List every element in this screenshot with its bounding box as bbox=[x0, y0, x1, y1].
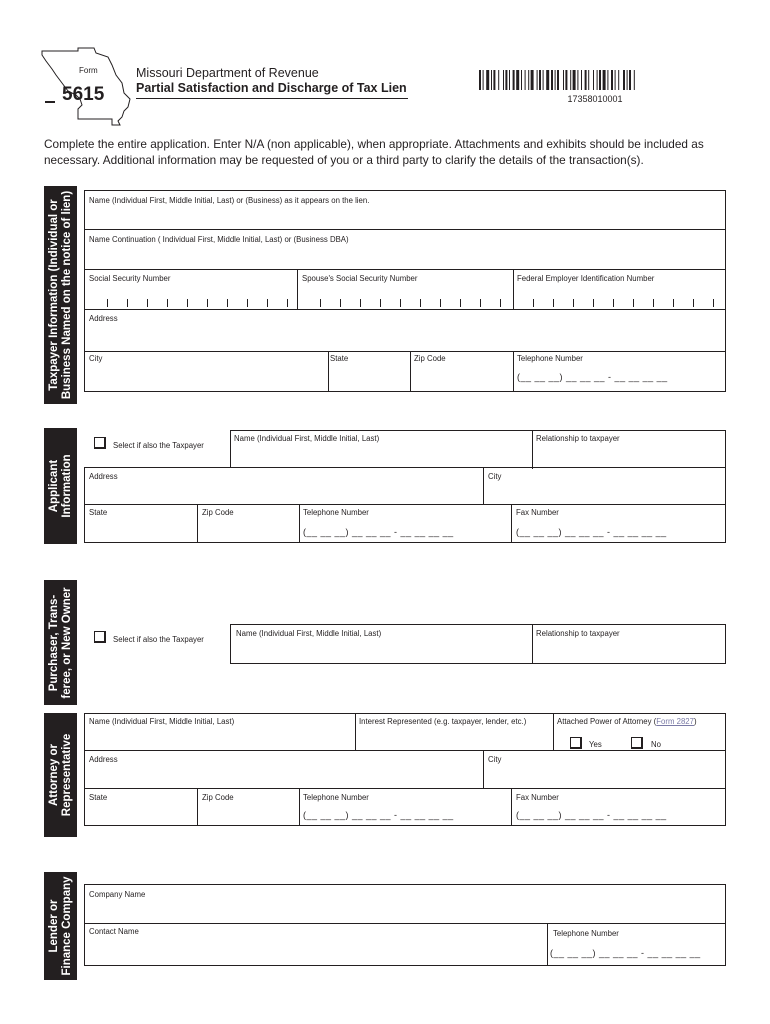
department-name: Missouri Department of Revenue bbox=[136, 66, 319, 80]
applicant-also-taxpayer-checkbox[interactable] bbox=[94, 437, 106, 449]
attorney-tab-line1: Attorney or bbox=[47, 744, 60, 806]
purchaser-name-field[interactable]: Name (Individual First, Middle Initial, Last) bbox=[236, 629, 382, 638]
lender-tab-line2: Finance Company bbox=[60, 876, 73, 976]
applicant-tab-line2: Information bbox=[60, 454, 73, 518]
attorney-section-tab bbox=[44, 713, 77, 837]
spouse-ssn-digit-ticks bbox=[320, 299, 500, 307]
taxpayer-state-field[interactable]: State bbox=[330, 354, 349, 363]
taxpayer-name-continuation-field[interactable]: Name Continuation ( Individual First, Middle Initial, Last) or (Business DBA) bbox=[89, 235, 349, 244]
attorney-phone-label: Telephone Number bbox=[303, 793, 369, 802]
taxpayer-name-field[interactable]: Name (Individual First, Middle Initial, Last) or (Business) as it appears on the lien. bbox=[89, 196, 370, 205]
poa-no-label: No bbox=[651, 740, 661, 749]
attorney-poa-label bbox=[557, 717, 697, 726]
attorney-fax-label: Fax Number bbox=[516, 793, 559, 802]
taxpayer-zip-field[interactable]: Zip Code bbox=[414, 354, 446, 363]
applicant-phone-label: Telephone Number bbox=[303, 508, 369, 517]
applicant-also-taxpayer-label: Select if also the Taxpayer bbox=[113, 441, 204, 450]
taxpayer-tab-line2: Business Named on the notice of lien) bbox=[60, 190, 73, 400]
form-title: Partial Satisfaction and Discharge of Tax Lien bbox=[136, 81, 407, 95]
lender-section-tab bbox=[44, 872, 77, 980]
taxpayer-section bbox=[84, 190, 726, 392]
taxpayer-phone-field[interactable]: (__ __ __) __ __ __ - __ __ __ __ bbox=[517, 372, 668, 382]
applicant-address-field[interactable]: Address bbox=[89, 472, 118, 481]
applicant-fax-field[interactable]: (__ __ __) __ __ __ - __ __ __ __ bbox=[516, 527, 667, 537]
attorney-name-field[interactable]: Name (Individual First, Middle Initial, Last) bbox=[89, 717, 235, 726]
lender-phone-label: Telephone Number bbox=[553, 929, 619, 938]
form-number: 5615 bbox=[62, 84, 105, 105]
applicant-name-field[interactable]: Name (Individual First, Middle Initial, Last) bbox=[234, 434, 380, 443]
taxpayer-city-field[interactable]: City bbox=[89, 354, 103, 363]
attorney-interest-field[interactable]: Interest Represented (e.g. taxpayer, lender, etc.) bbox=[359, 717, 527, 726]
attorney-zip-field[interactable]: Zip Code bbox=[202, 793, 234, 802]
form-2827-link[interactable]: Form 2827 bbox=[656, 717, 694, 726]
lender-tab-line1: Lender or bbox=[47, 899, 60, 953]
form-dash bbox=[45, 101, 55, 103]
applicant-relationship-field[interactable]: Relationship to taxpayer bbox=[536, 434, 620, 443]
attorney-state-field[interactable]: State bbox=[89, 793, 108, 802]
taxpayer-fein-field[interactable]: Federal Employer Identification Number bbox=[517, 274, 655, 283]
purchaser-also-taxpayer-label: Select if also the Taxpayer bbox=[113, 635, 204, 644]
taxpayer-tab-line1: Taxpayer Information (Individual or bbox=[47, 199, 60, 391]
poa-yes-label: Yes bbox=[589, 740, 602, 749]
ssn-digit-ticks bbox=[107, 299, 287, 307]
poa-no-checkbox[interactable] bbox=[631, 737, 643, 749]
barcode-icon bbox=[479, 70, 711, 90]
barcode-number: 17358010001 bbox=[567, 94, 623, 104]
lender-company-field[interactable]: Company Name bbox=[89, 890, 146, 899]
purchaser-section-tab bbox=[44, 580, 77, 705]
taxpayer-section-tab bbox=[44, 186, 77, 404]
taxpayer-address-field[interactable]: Address bbox=[89, 314, 118, 323]
taxpayer-ssn-field[interactable]: Social Security Number bbox=[89, 274, 171, 283]
poa-label-text: Attached Power of Attorney ( bbox=[557, 717, 657, 726]
poa-yes-checkbox[interactable] bbox=[570, 737, 582, 749]
lender-contact-field[interactable]: Contact Name bbox=[89, 927, 139, 936]
lender-phone-field[interactable]: (__ __ __) __ __ __ - __ __ __ __ bbox=[550, 948, 701, 958]
instructions-text: Complete the entire application. Enter N/A (non applicable), when appropriate. Attachments and exhibits should be included as necessary. Additional information may be requested of you or a third party to clarify the details of the transaction(s). bbox=[44, 137, 704, 167]
purchaser-relationship-field[interactable]: Relationship to taxpayer bbox=[536, 629, 620, 638]
attorney-phone-field[interactable]: (__ __ __) __ __ __ - __ __ __ __ bbox=[303, 810, 454, 820]
purchaser-tab-line2: feree, or New Owner bbox=[60, 586, 73, 699]
attorney-city-field[interactable]: City bbox=[488, 755, 502, 764]
applicant-section-tab bbox=[44, 428, 77, 544]
taxpayer-phone-label: Telephone Number bbox=[517, 354, 583, 363]
applicant-zip-field[interactable]: Zip Code bbox=[202, 508, 234, 517]
applicant-tab-line1: Applicant bbox=[47, 459, 60, 513]
purchaser-tab-line1: Purchaser, Trans- bbox=[47, 594, 60, 691]
applicant-fax-label: Fax Number bbox=[516, 508, 559, 517]
attorney-address-field[interactable]: Address bbox=[89, 755, 118, 764]
poa-label-close: ) bbox=[693, 717, 697, 726]
applicant-city-field[interactable]: City bbox=[488, 472, 502, 481]
purchaser-also-taxpayer-checkbox[interactable] bbox=[94, 631, 106, 643]
form-label: Form bbox=[79, 66, 98, 75]
applicant-phone-field[interactable]: (__ __ __) __ __ __ - __ __ __ __ bbox=[303, 527, 454, 537]
attorney-tab-line2: Representative bbox=[60, 733, 73, 817]
taxpayer-spouse-ssn-field[interactable]: Spouse's Social Security Number bbox=[302, 274, 418, 283]
fein-digit-ticks bbox=[533, 299, 713, 307]
title-underline bbox=[136, 98, 408, 99]
applicant-state-field[interactable]: State bbox=[89, 508, 108, 517]
attorney-fax-field[interactable]: (__ __ __) __ __ __ - __ __ __ __ bbox=[516, 810, 667, 820]
